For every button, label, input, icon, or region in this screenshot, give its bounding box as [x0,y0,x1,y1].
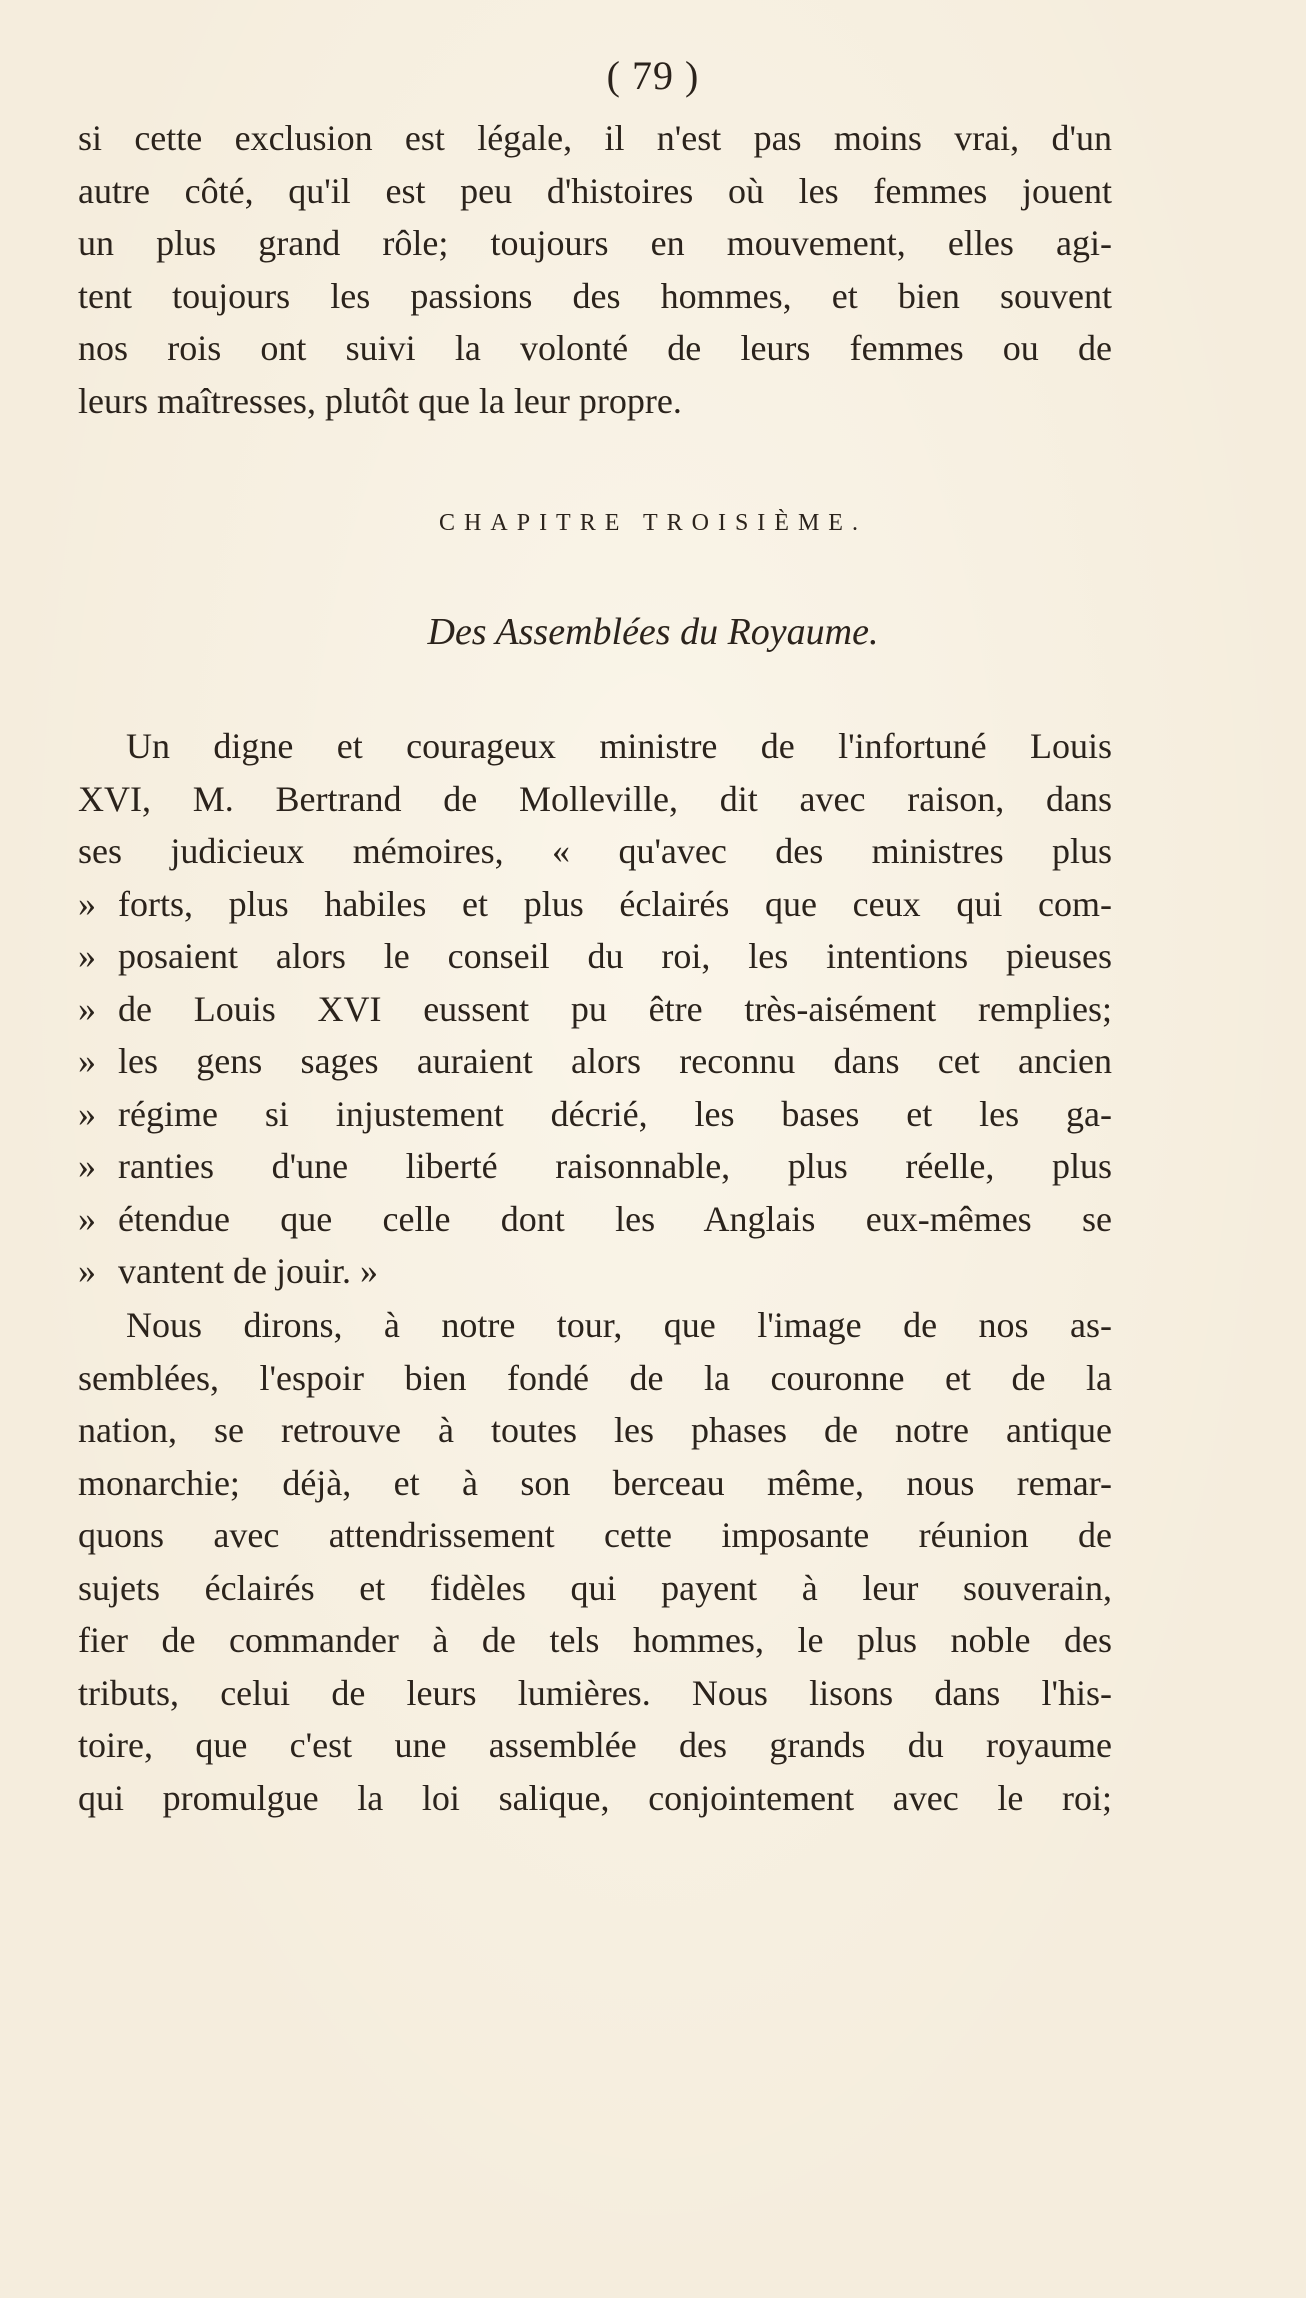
text-line: autre côté, qu'il est peu d'histoires où les femmes jouent [78,170,1112,211]
page-number: ( 79 ) [606,53,700,98]
paragraph-2 [78,720,1112,1298]
paragraph-3 [78,1299,1112,1824]
quote-mark: » [78,1198,96,1239]
text-line: nation, se retrouve à toutes les phases de notre antique [78,1410,1112,1450]
quote-line [78,878,1112,931]
quote-mark: » [78,1041,96,1081]
text-line: monarchie; déjà, et à son berceau même, nous remar- [78,1462,1112,1503]
paragraph-1 [78,112,1112,427]
quote-line [78,1088,1112,1141]
quote-text: posaient alors le conseil du roi, les intentions pieuses [118,936,1112,976]
quote-line [78,1193,1112,1246]
quote-line [78,1140,1112,1193]
text-line: Un digne et courageux ministre de l'infortuné Louis [126,726,1112,766]
text-line: tent toujours les passions des hommes, et bien souvent [78,275,1112,316]
quote-line [78,930,1112,983]
quote-mark: » [78,1146,96,1186]
text-line: leurs maîtresses, plutôt que la leur propre. [78,380,682,421]
text-line: Nous dirons, à notre tour, que l'image de nos as- [126,1305,1112,1345]
text-line: semblées, l'espoir bien fondé de la couronne et de la [78,1357,1112,1398]
quote-mark: » [78,883,96,924]
quote-text: les gens sages auraient alors reconnu dans cet ancien [118,1041,1112,1081]
quote-text: régime si injustement décrié, les bases et les ga- [118,1093,1112,1134]
text-line: quons avec attendrissement cette imposante réunion de [78,1515,1112,1555]
quote-mark: » [78,936,96,976]
text-line: tributs, celui de leurs lumières. Nous lisons dans l'his- [78,1672,1112,1713]
quote-text: vantent de jouir. » [118,1251,378,1291]
text-line: fier de commander à de tels hommes, le plus noble des [78,1620,1112,1660]
quote-text: ranties d'une liberté raisonnable, plus réelle, plus [118,1146,1112,1186]
quote-line [78,1245,1112,1298]
quote-mark: » [78,1093,96,1134]
text-line: sujets éclairés et fidèles qui payent à leur souverain, [78,1567,1112,1608]
text-line: nos rois ont suivi la volonté de leurs femmes ou de [78,328,1112,368]
text-line: un plus grand rôle; toujours en mouvement, elles agi- [78,223,1112,263]
quote-mark: » [78,1251,96,1291]
quote-text: étendue que celle dont les Anglais eux-mêmes se [118,1198,1112,1239]
quote-mark: » [78,988,96,1029]
text-line: toire, que c'est une assemblée des grands du royaume [78,1725,1112,1765]
text-line: qui promulgue la loi salique, conjointement avec le roi; [78,1777,1112,1818]
quote-line [78,983,1112,1036]
text-line: si cette exclusion est légale, il n'est pas moins vrai, d'un [78,118,1112,158]
quote-text: forts, plus habiles et plus éclairés que ceux qui com- [118,883,1112,924]
section-title: Des Assemblées du Royaume. [427,611,879,653]
text-line: XVI, M. Bertrand de Molleville, dit avec raison, dans [78,778,1112,819]
chapter-heading: CHAPITRE TROISIÈME. [439,510,867,536]
quote-line [78,1035,1112,1088]
quote-text: de Louis XVI eussent pu être très-aisément remplies; [118,988,1112,1029]
text-line: ses judicieux mémoires, « qu'avec des ministres plus [78,831,1112,871]
